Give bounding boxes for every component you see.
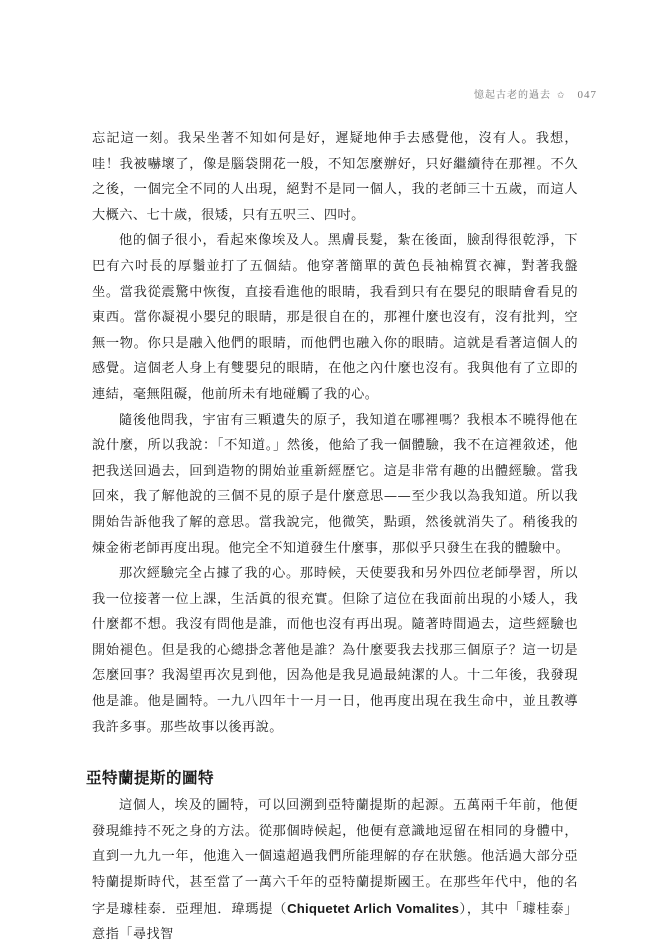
star-ornament-icon: ✩: [556, 91, 566, 101]
latin-name: Chiquetet Arlich Vomalites: [287, 900, 460, 916]
page-number: 047: [577, 89, 597, 101]
paragraph-text: 這個人，埃及的圖特，可以回溯到亞特蘭提斯的起源。五萬兩千年前，他便發現維持不死之身的方法。從那個時候起，他便有意識地逗留在相同的身體中，直到一九九一年，他進入一個遠超過我們所能理解的存在狀態。他活過大部分亞特蘭提斯時代，甚至當了一萬六千年的亞特蘭提斯國王。在那些年代中，他的名字是璩桂泰．亞理旭．瑋瑪提（: [92, 798, 578, 917]
section-heading: 亞特蘭提斯的圖特: [86, 769, 215, 788]
running-header: [474, 86, 597, 101]
header-title: 憶起古老的過去: [473, 90, 551, 101]
paragraph: 那次經驗完全占據了我的心。那時候，天使要我和另外四位老師學習，所以我一位接著一位上課，生活眞的很充實。但除了這位在我面前出現的小矮人，我什麼都不想。我沒有問他是誰，而他也沒有再出現。隨著時間過去，這些經驗也開始褪色。但是我的心總掛念著他是誰？為什麼要我去找那三個原子？這一切是怎麼回事？我渴望再次見到他，因為他是我見過最純潔的人。十二年後，我發現他是誰。他是圖特。一九八四年十一月一日，他再度出現在我生命中，並且教導我許多事。那些故事以後再說。: [92, 566, 578, 735]
paragraph: [92, 793, 578, 948]
paragraph: 隨後他問我，宇宙有三顆遺失的原子，我知道在哪裡嗎？我根本不曉得他在說什麼，所以我說：「不知道。」然後，他給了我一個體驗，我不在這裡敘述，他把我送回過去，回到造物的開始並重新經歷它。這是非常有趣的出體經驗。當我回來，我了解他說的三個不見的原子是什麼意思——至少我以為我知道。所以我開始告訴他我了解的意思。當我說完，他微笑，點頭，然後就消失了。稍後我的煉金術老師再度出現。他完全不知道發生什麼事，那似乎只發生在我的體驗中。: [92, 412, 578, 556]
body-text: [86, 126, 578, 948]
paragraph-continued: 忘記這一刻。我呆坐著不知如何是好，遲疑地伸手去感覺他，沒有人。我想，哇！我被嚇壞了，像是腦袋開花一般，不知怎麼辦好，只好繼續待在那裡。不久之後，一個完全不同的人出現，絕對不是同一個人，我的老師三十五歲，而這人大概六、七十歲，很矮，只有五呎三、四吋。: [92, 131, 578, 223]
paragraph: 他的個子很小，看起來像埃及人。黑膚長髮，紮在後面，臉刮得很乾淨，下巴有六吋長的厚鬚並打了五個結。他穿著簡單的黃色長袖棉質衣褲，對著我盤坐。當我從震驚中恢復，直接看進他的眼睛，我看到只有在嬰兒的眼睛會看見的東西。當你凝視小嬰兒的眼睛，那是很自在的，那裡什麼也沒有，沒有批判，空無一物。你只是融入他們的眼睛，而他們也融入你的眼睛。這就是看著這個人的感覺。這個老人身上有雙嬰兒的眼睛，在他之內什麼也沒有。我與他有了立即的連結，毫無阻礙，他前所未有地碰觸了我的心。: [92, 233, 578, 402]
paragraph-text: ），其中「璩桂泰」意指「尋找智: [92, 901, 578, 943]
